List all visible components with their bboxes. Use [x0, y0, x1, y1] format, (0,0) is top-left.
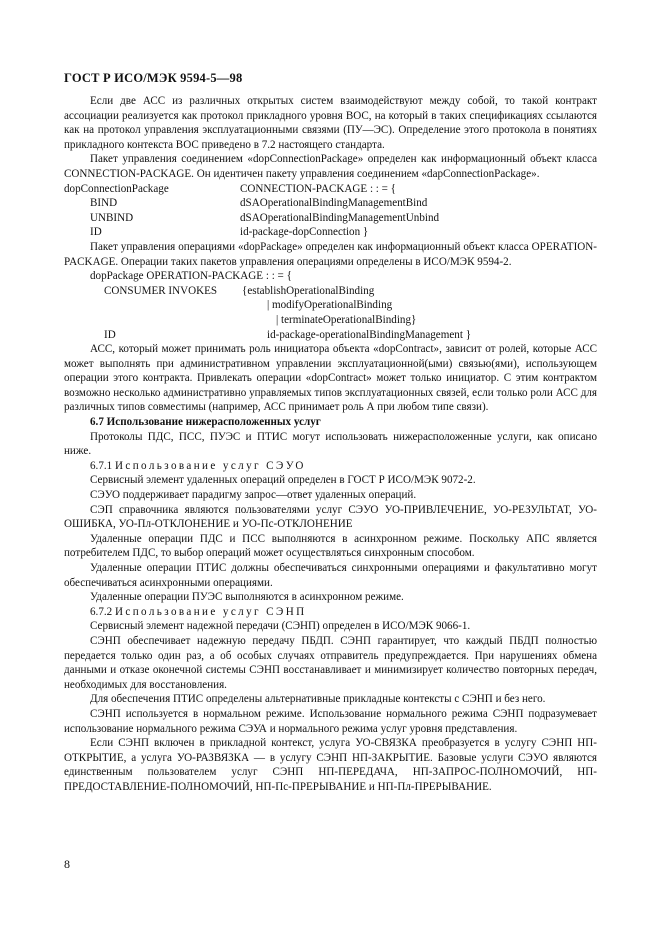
- paragraph: Если СЭНП включен в прикладной контекст, услуга УО-СВЯЗКА преобразуется в услугу СЭНП НП-ОТКРЫТИЕ, а услуга УО-РАЗВЯЗКА — в услугу СЭНП НП-ЗАКРЫТИЕ. Базовые услуги СЭУО являются единственным пользователем услуг СЭНП НП-ПЕРЕДАЧА, НП-ЗАПРОС-ПОЛНОМОЧИЙ, НП-ПРЕДОСТАВЛЕНИЕ-ПОЛНОМОЧИЙ, НП-Пс-ПРЕРЫВАНИЕ и НП-Пл-ПРЕРЫВАНИЕ.: [64, 737, 597, 793]
- section-heading-6-7: 6.7 Использование нижерасположенных услуг: [90, 416, 321, 429]
- code-cell: CONSUMER INVOKES: [104, 284, 218, 297]
- code-cell: dSAOperationalBindingManagementBind: [240, 197, 428, 210]
- paragraph: СЭУО поддерживает парадигму запрос—ответ удаленных операций.: [90, 489, 417, 502]
- paragraph: Протоколы ПДС, ПСС, ПУЭС и ПТИС могут использовать нижерасположенные услуги, как описано ниже.: [64, 430, 597, 458]
- paragraph: СЭНП используется в нормальном режиме. Использование нормального режима СЭНП подразумевает использование нормального режима СЭУА и нормального режима услуг уровня представления.: [64, 707, 597, 735]
- paragraph: Если две АСС из различных открытых систем взаимодействуют между собой, то такой контракт ассоциации реализуется как протокол прикладного уровня ВОС, на который в таких спецификациях ссылаются как на протокол управления эксплуатационными связями (ПУ—ЭС). Определение этого протокола в понятиях прикладного контекста ВОС приведено в 7.2 настоящего стандарта.: [64, 95, 597, 151]
- document-header: ГОСТ Р ИСО/МЭК 9594-5—98: [64, 71, 243, 85]
- paragraph: Удаленные операции ПТИС должны обеспечиваться синхронными операциями и факультативно могут обеспечиваться асинхронными операциями.: [64, 562, 597, 589]
- code-cell: UNBIND: [90, 211, 134, 224]
- paragraph: Удаленные операции ПДС и ПСС выполняются в асинхронном режиме. Поскольку АПС является потребителем ПДС, то выбор операций может осуществляться синхронным способом.: [64, 532, 597, 560]
- code-block-operation-package: [64, 269, 597, 342]
- code-cell: | modifyOperationalBinding: [267, 299, 393, 312]
- subsection-title: Использование услуг СЭУО: [114, 459, 306, 472]
- paragraph: СЭП справочника являются пользователями услуг СЭУО УО-ПРИВЛЕЧЕНИЕ, УО-РЕЗУЛЬТАТ, УО-ОШИБКА, УО-Пл-ОТКЛОНЕНИЕ и УО-Пс-ОТКЛОНЕНИЕ: [64, 503, 597, 531]
- paragraph: Пакет управления операциями «dopPackage» определен как информационный объект класса OPERATION-PACKAGE. Операции таких пакетов управления операциями определены в ИСО/МЭК 9594-2.: [64, 240, 597, 268]
- code-cell: ID: [90, 226, 102, 239]
- subsection-heading-6-7-1: [64, 459, 597, 474]
- code-cell: BIND: [90, 197, 118, 210]
- code-cell: dopConnectionPackage: [64, 182, 169, 195]
- subsection-number: 6.7.2: [90, 605, 113, 618]
- paragraph: Сервисный элемент удаленных операций определен в ГОСТ Р ИСО/МЭК 9072-2.: [90, 474, 476, 487]
- page-number: 8: [64, 857, 70, 871]
- paragraph: Удаленные операции ПУЭС выполняются в асинхронном режиме.: [90, 591, 404, 604]
- code-cell: id-package-dopConnection }: [240, 226, 369, 239]
- code-cell: id-package-operationalBindingManagement }: [267, 328, 472, 341]
- subsection-number: 6.7.1: [90, 459, 113, 472]
- code-cell: ID: [104, 328, 116, 341]
- subsection-title: Использование услуг СЭНП: [114, 605, 307, 618]
- paragraph: Пакет управления соединением «dopConnectionPackage» определен как информационный объект класса CONNECTION-PACKAGE. Он идентичен пакету управления соединением «dapConnectionPackage».: [64, 153, 597, 180]
- code-cell: dopPackage OPERATION-PACKAGE : : = {: [90, 270, 292, 283]
- paragraph: АСС, который может принимать роль инициатора объекта «dopContract», зависит от ролей, которые АСС может выполнять при административном управлении эксплуатационной(ыми) связью(ями), использующем операции этого контракта. Привлекать операции «dopContract» может только инициатор. С этим контрактом возможно несколько административно управляемых типов эксплуатационных связей, если только роли АСС для различных типов совместимы (например, АСС принимает роль А при любом типе связи).: [64, 343, 597, 414]
- code-cell: {establishOperationalBinding: [242, 284, 375, 297]
- code-cell: CONNECTION-PACKAGE : : = {: [240, 182, 397, 195]
- document-body: [64, 94, 597, 795]
- paragraph: Для обеспечения ПТИС определены альтернативные прикладные контексты с СЭНП и без него.: [90, 693, 546, 706]
- code-block-connection-package: [64, 182, 597, 240]
- subsection-heading-6-7-2: [64, 605, 597, 620]
- code-cell: | terminateOperationalBinding}: [276, 313, 417, 326]
- paragraph: СЭНП обеспечивает надежную передачу ПБДП. СЭНП гарантирует, что каждый ПБДП полностью передается только один раз, а об особых случаях отправитель предупреждается. При нарушениях обмена данными и отказе оконечной системы СЭНП восстанавливает и минимизирует количество повторных передач, необходимых для восстановления.: [64, 634, 597, 691]
- code-cell: dSAOperationalBindingManagementUnbind: [240, 211, 440, 224]
- paragraph: Сервисный элемент надежной передачи (СЭНП) определен в ИСО/МЭК 9066-1.: [90, 620, 471, 633]
